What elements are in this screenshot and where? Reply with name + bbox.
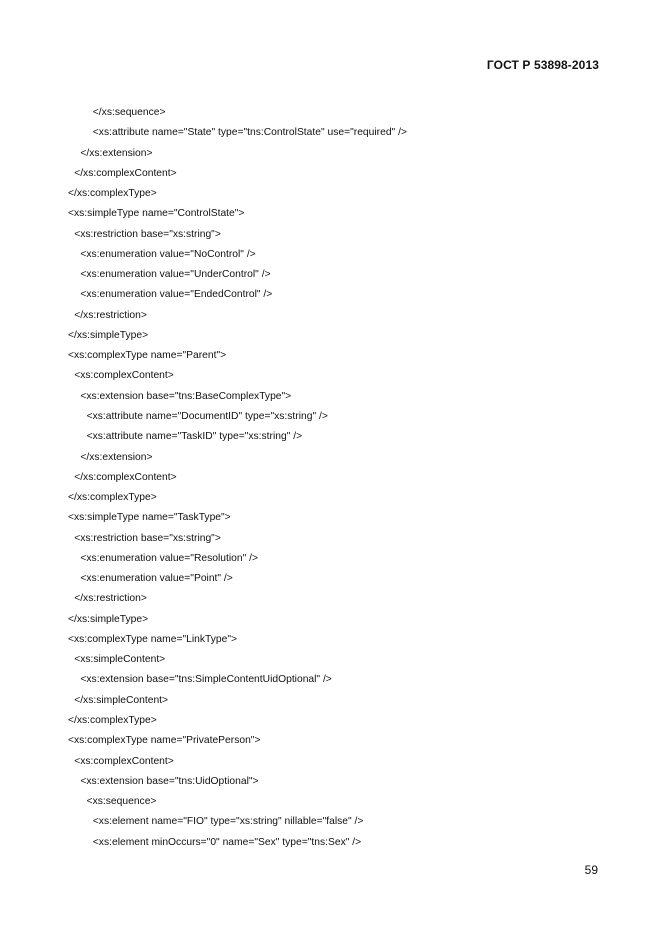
code-line: <xs:element minOccurs="0" name="Sex" type="tns:Sex" /> (92, 836, 362, 848)
code-line: <xs:attribute name="DocumentID" type="xs:string" /> (86, 410, 328, 422)
code-line: <xs:enumeration value="NoControl" /> (80, 248, 256, 260)
code-line: <xs:enumeration value="UnderControl" /> (80, 269, 271, 281)
code-line: </xs:sequence> (92, 107, 166, 118)
code-line: <xs:complexType name="PrivatePerson"> (68, 735, 261, 747)
code-line: <xs:sequence> (86, 796, 157, 808)
code-line: <xs:attribute name="TaskID" type="xs:string" /> (86, 431, 303, 443)
code-line: </xs:simpleType> (68, 613, 149, 625)
code-line: <xs:simpleType name="ControlState"> (68, 208, 245, 220)
code-line: <xs:element name="FIO" type="xs:string" nillable="false" /> (92, 816, 364, 828)
code-line: </xs:complexContent> (74, 167, 177, 179)
code-line: </xs:extension> (80, 451, 153, 463)
xml-schema-code-block (68, 103, 407, 853)
code-line: <xs:restriction base="xs:string"> (74, 532, 221, 544)
document-header (487, 58, 599, 72)
code-line: </xs:complexContent> (74, 471, 177, 483)
code-line: </xs:complexType> (68, 492, 157, 504)
code-line: <xs:enumeration value="EndedControl" /> (80, 289, 273, 301)
code-line: <xs:complexContent> (74, 370, 174, 382)
code-line: </xs:restriction> (74, 593, 147, 605)
code-line: <xs:complexType name="LinkType"> (68, 633, 238, 645)
code-line: </xs:complexType> (68, 714, 157, 726)
code-line: <xs:extension base="tns:BaseComplexType"> (80, 390, 292, 402)
code-line: <xs:attribute name="State" type="tns:ControlState" use="required" /> (92, 127, 407, 139)
standard-number: ГОСТ Р 53898-2013 (486, 58, 599, 72)
code-line: <xs:complexType name="Parent"> (68, 350, 227, 362)
code-line: </xs:extension> (80, 147, 153, 159)
code-line: <xs:extension base="tns:UidOptional"> (80, 775, 259, 787)
code-line: <xs:restriction base="xs:string"> (74, 228, 221, 240)
code-line: </xs:complexType> (68, 188, 157, 200)
page-number: 59 (584, 863, 598, 877)
code-line: <xs:enumeration value="Point" /> (80, 573, 233, 585)
code-line: <xs:complexContent> (74, 755, 174, 767)
code-line: </xs:simpleContent> (74, 694, 169, 706)
code-line: </xs:simpleType> (68, 329, 149, 341)
code-line: <xs:enumeration value="Resolution" /> (80, 552, 258, 564)
code-line: <xs:simpleType name="TaskType"> (68, 512, 231, 524)
code-line: <xs:simpleContent> (74, 654, 166, 666)
code-line: </xs:restriction> (74, 309, 147, 321)
code-line: <xs:extension base="tns:SimpleContentUidOptional" /> (80, 674, 332, 686)
